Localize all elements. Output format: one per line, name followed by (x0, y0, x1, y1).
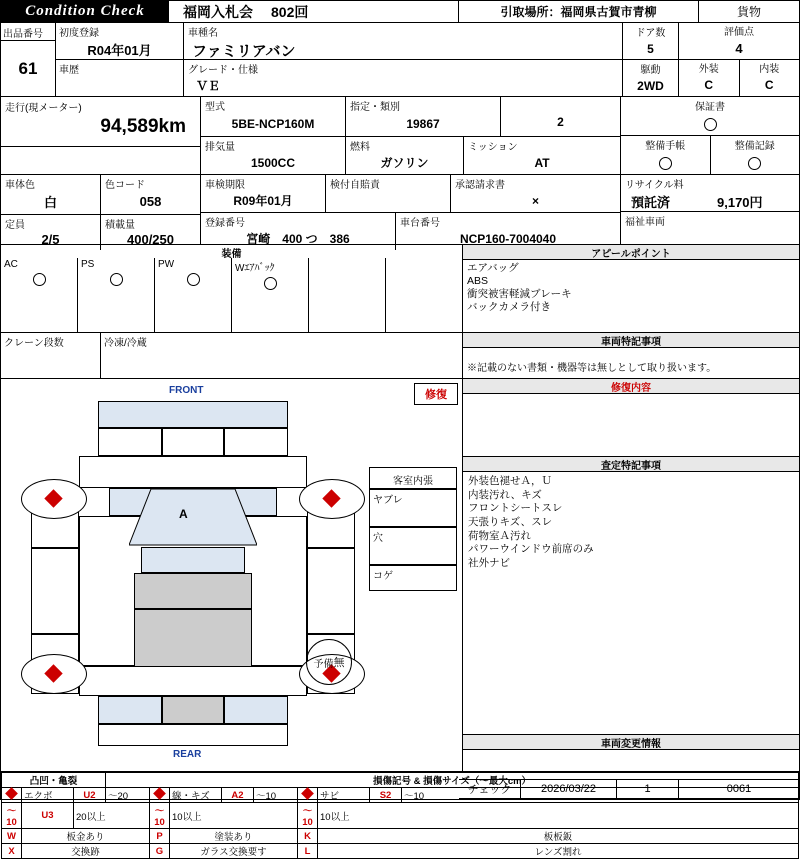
appraisal-line: 外装色褪せＡ，Ｕ (468, 475, 552, 487)
approval-label: 承認請求書 (455, 180, 505, 191)
rear-right-lamp (224, 696, 288, 724)
legend-text-g: ガラス交換要す (170, 844, 298, 859)
legend-row-2 (2, 803, 799, 829)
vehicle-history-value (56, 77, 183, 96)
legend-key-p: P (150, 829, 170, 844)
equipment-label: AC (4, 259, 18, 270)
appraisal-line: パワーウインドウ前席のみ (468, 543, 594, 556)
brand-title: Condition Check (1, 1, 169, 22)
auction-round: 802回 (271, 3, 309, 20)
circle-icon (110, 273, 123, 286)
notes-line: ※記載のない書類・機器等は無しとして取り扱います。 (467, 363, 717, 374)
vehicle-identity-block (1, 23, 799, 97)
legend-sym-s1: 〜10 (298, 803, 318, 829)
legend-key-g: G (150, 844, 170, 859)
change-info-body (463, 750, 799, 771)
damage-diagram (1, 379, 463, 771)
check-number: 1 (617, 779, 679, 799)
legend-bottom-row-1 (2, 829, 799, 844)
recycle-amount: 9,170円 (717, 195, 763, 210)
legend-title: 損傷記号 & 損傷サイズ（〜最大cm） (106, 773, 799, 788)
legend-sym-u2: U2 (74, 788, 106, 803)
legend-text-k: 板板鈑 (318, 829, 799, 844)
welfare-value (621, 229, 799, 244)
score-label: 評価点 (724, 27, 754, 38)
lot-number-cell (1, 23, 56, 96)
rear-label: REAR (173, 749, 202, 760)
crane-notes-block (1, 333, 799, 379)
displacement-label: 排気量 (205, 142, 235, 153)
diamond-icon (301, 787, 314, 800)
legend-text-l: レンズ割れ (318, 844, 799, 859)
type-label: 型式 (205, 102, 225, 113)
appraisal-line: 内装汚れ、キズ (468, 488, 542, 501)
legend-size-u2: 〜20 (106, 788, 150, 803)
circle-icon (33, 273, 46, 286)
vin-label: 車台番号 (400, 218, 440, 229)
legend-text-w: 板金あり (22, 829, 150, 844)
interior-row-2 (369, 527, 457, 565)
manual-mark (621, 153, 710, 174)
grade-value: ＶＥ (196, 79, 221, 93)
equipment-title: 装備 (221, 249, 242, 260)
check-label: チェック (459, 779, 521, 799)
recycle-values (621, 192, 799, 211)
appraisal-panel (463, 457, 799, 735)
lot-number-label: 出品番号 (1, 23, 55, 41)
record-label: 整備記録 (734, 141, 775, 152)
interior-row-3 (369, 565, 457, 591)
rear-left-lamp (98, 696, 162, 724)
repair-detail-panel (463, 379, 799, 457)
appraisal-line: 社外ナビ (468, 556, 510, 569)
mileage-value: 94,589km (100, 116, 186, 137)
equipment-item-pw (155, 258, 232, 332)
front-center-panel (162, 428, 224, 456)
check-date: 2026/03/22 (521, 779, 617, 799)
legend-size-a2: 〜10 (254, 788, 298, 803)
equipment-appeal-block (1, 245, 799, 333)
model-label: 車種名 (188, 28, 218, 39)
load-value: 400/250 (127, 232, 174, 247)
center-seat-row (141, 547, 245, 573)
circle-icon (187, 273, 200, 286)
legend-key-w: W (2, 829, 22, 844)
notes-body (463, 348, 799, 378)
vehicle-kind: 貨物 (736, 5, 761, 19)
pickup-place: 引取場所：福岡県古賀市青柳 (459, 1, 699, 22)
spare-tire-indicator (306, 639, 352, 685)
equipment-label: Wｴｱﾊﾞｯｸ (235, 263, 275, 274)
interior-row-1 (369, 489, 457, 527)
equipment-label: PW (158, 259, 175, 270)
legend-sym-u1: 〜10 (2, 803, 22, 829)
appeal-line: エアバッグ (467, 262, 519, 274)
interior-label: 内装 (759, 63, 780, 75)
diamond-icon (5, 787, 18, 800)
record-mark (711, 153, 800, 174)
notes-panel (463, 333, 799, 378)
notes-title: 車両特記事項 (463, 333, 799, 348)
spec-middle (201, 97, 621, 174)
vin-value: NCP160-7004040 (459, 231, 557, 246)
equipment-label (309, 258, 385, 271)
fuel-label: 燃料 (350, 142, 370, 153)
reg-number-label: 登録番号 (205, 218, 245, 229)
appeal-line: 衝突被害軽減ブレーキ (467, 288, 572, 301)
right-panel-column (463, 379, 799, 771)
warranty-mark (621, 114, 799, 135)
registration-cell (56, 23, 184, 96)
spare-label: 予備 (313, 658, 334, 670)
interior-title: 客室内張 (393, 476, 433, 487)
lot-number-value: 61 (18, 58, 38, 78)
jibaiseki-value (326, 192, 450, 212)
door-count-label: ドア数 (635, 28, 666, 39)
appraisal-line: フロントシートスレ (468, 502, 563, 515)
crane-label: クレーン段数 (4, 338, 64, 349)
appeal-panel (463, 245, 799, 332)
equipment-label (386, 258, 462, 271)
appeal-line: バックカメラ付き (467, 301, 551, 314)
interior-title-cell (369, 467, 457, 489)
repair-badge: 修復 (414, 383, 458, 405)
legend-symbol-scratch (150, 788, 170, 803)
color-code-value: 058 (139, 194, 162, 209)
change-info-title: 車両変更情報 (463, 735, 799, 750)
spec-block (1, 97, 799, 175)
front-label: FRONT (169, 385, 204, 396)
equipment-mark (309, 271, 385, 332)
equipment-grid (1, 258, 462, 332)
header-bar (1, 1, 799, 23)
grade-label: グレード・仕様 (188, 65, 258, 76)
legend-group-header-2: 線・キズ (170, 788, 222, 803)
equipment-item-ac (1, 258, 78, 332)
color-capacity-cell (1, 175, 201, 247)
legend-size-u3: 20以上 (74, 803, 150, 829)
door-count-value: 5 (647, 42, 654, 57)
score-value: 4 (735, 40, 743, 56)
model-cell (184, 23, 623, 96)
circle-icon (264, 277, 277, 290)
circle-icon (704, 118, 717, 131)
displacement-value: 1500CC (250, 155, 296, 170)
auction-name: 福岡入札会 (183, 3, 253, 20)
auction-info (169, 1, 459, 22)
first-registration-label: 初度登録 (59, 28, 99, 39)
door-drive-cell (623, 23, 679, 96)
rear-bumper (98, 724, 288, 746)
equipment-label: PS (81, 259, 95, 270)
freezer-cell (101, 333, 463, 378)
interior-row-label: 穴 (373, 533, 383, 544)
equipment-panel (1, 245, 463, 332)
drive-value: 2WD (637, 79, 664, 94)
reg-number-value: 宮崎 400 つ 386 (246, 232, 350, 246)
exterior-label: 外装 (698, 63, 719, 75)
front-left-panel (98, 428, 162, 456)
vehicle-history-label: 車歴 (59, 65, 79, 76)
equipment-item-empty-2 (386, 258, 462, 332)
rear-gate (162, 696, 224, 724)
footer-bar (459, 779, 799, 799)
mission-value: AT (534, 155, 550, 170)
appraisal-title: 査定特記事項 (463, 457, 799, 472)
jibaiseki-label: 検付自賠責 (330, 180, 380, 191)
interior-row-label: コゲ (373, 571, 393, 582)
equipment-mark (386, 271, 462, 332)
body-color-label: 車体色 (5, 180, 35, 191)
inspection-label: 車検期限 (205, 180, 245, 191)
load-label: 積載量 (105, 220, 135, 231)
legend-sym-u3: U3 (22, 803, 74, 829)
appraisal-line: 天張りキズ、スレ (468, 515, 553, 528)
mission-label: ミッション (468, 142, 518, 153)
front-bumper (98, 401, 288, 428)
legend-sym-a1: 〜10 (150, 803, 170, 829)
warranty-label: 保証書 (695, 102, 725, 113)
legend-code-ekubo: エクボ (22, 788, 74, 803)
legend-text-p: 塗装あり (170, 829, 298, 844)
equipment-mark (155, 271, 231, 332)
circle-icon (748, 157, 761, 170)
freezer-label: 冷凍/冷蔵 (104, 338, 147, 349)
center-label: A (179, 507, 188, 521)
legend-size-s3: 10以上 (318, 803, 799, 829)
capacity-label: 定員 (5, 220, 25, 231)
spare-value: 無 (333, 657, 345, 669)
exterior-value: C (704, 78, 714, 93)
crane-cell (1, 333, 101, 378)
circle-icon (659, 157, 672, 170)
cargo-area (134, 573, 252, 609)
rear-panel (79, 666, 307, 696)
recycle-status: 預託済 (631, 195, 671, 210)
class-sub-label (501, 97, 620, 110)
appraisal-line: 荷物室Ａ汚れ (468, 529, 531, 542)
equipment-mark (232, 275, 308, 332)
recycle-label: リサイクル料 (625, 180, 684, 191)
hood-panel (79, 456, 307, 488)
appeal-line: ABS (467, 275, 489, 288)
recycle-cell (621, 175, 799, 244)
capacity-value: 2/5 (41, 232, 60, 247)
evaluation-cell (679, 23, 799, 96)
left-door (31, 548, 79, 634)
mileage-spare-area (1, 146, 200, 174)
drive-label: 駆動 (640, 64, 661, 76)
mileage-label: 走行(現メーター) (5, 103, 82, 114)
approval-value: × (531, 193, 539, 208)
equipment-item-empty-1 (309, 258, 386, 332)
class-value-2: 2 (557, 114, 564, 129)
interior-row-label: ヤブレ (373, 495, 403, 506)
change-info-panel (463, 735, 799, 771)
equipment-mark (78, 271, 154, 332)
legend-size-s2: 〜10 (402, 788, 799, 803)
equipment-mark (1, 271, 77, 332)
inspection-cell (201, 175, 621, 244)
equipment-item-ps (78, 258, 155, 332)
legend-sym-s2: S2 (370, 788, 402, 803)
legend-bottom-row-2 (2, 844, 799, 859)
legend-group-header-3: サビ (318, 788, 370, 803)
legend-key-x: X (2, 844, 22, 859)
legend-sym-a2: A2 (222, 788, 254, 803)
registration-block (1, 175, 799, 245)
main-area (1, 379, 799, 771)
right-door (307, 548, 355, 634)
legend-size-a3: 10以上 (170, 803, 298, 829)
interior-value: C (764, 78, 774, 93)
document-number: 0061 (679, 779, 799, 799)
legend-key-l: L (298, 844, 318, 859)
welfare-label: 福祉車両 (625, 217, 665, 228)
windshield-trapezoid (129, 489, 257, 547)
repair-detail-title: 修復内容 (463, 379, 799, 394)
class-label: 指定・類別 (350, 102, 400, 113)
equipment-item-wairbag (232, 258, 309, 332)
legend-group-header-1: 凸凹・亀裂 (2, 773, 106, 788)
appeal-title: アピールポイント (463, 245, 799, 260)
class-value-1: 19867 (406, 116, 440, 131)
diamond-icon (153, 787, 166, 800)
manual-label: 整備手帳 (645, 141, 686, 152)
fuel-value: ガソリン (380, 156, 429, 170)
body-color-value: 白 (43, 195, 57, 210)
legend-text-x: 交換跡 (22, 844, 150, 859)
first-registration-value: R04年01月 (87, 43, 152, 58)
legend-symbol-dent (2, 788, 22, 803)
type-value: 5BE-NCP160M (231, 116, 315, 131)
mileage-cell (1, 97, 201, 174)
appeal-body (463, 260, 799, 332)
inspection-value: R09年01月 (233, 194, 293, 208)
legend-key-k: K (298, 829, 318, 844)
equipment-title-row (1, 245, 462, 258)
front-right-panel (224, 428, 288, 456)
appraisal-body (463, 472, 799, 734)
repair-detail-body (463, 394, 799, 456)
legend-symbol-rust (298, 788, 318, 803)
model-value: ファミリアバン (192, 43, 296, 60)
color-code-label: 色コード (105, 180, 145, 191)
documents-cell (621, 97, 799, 174)
rear-floor (134, 609, 252, 667)
